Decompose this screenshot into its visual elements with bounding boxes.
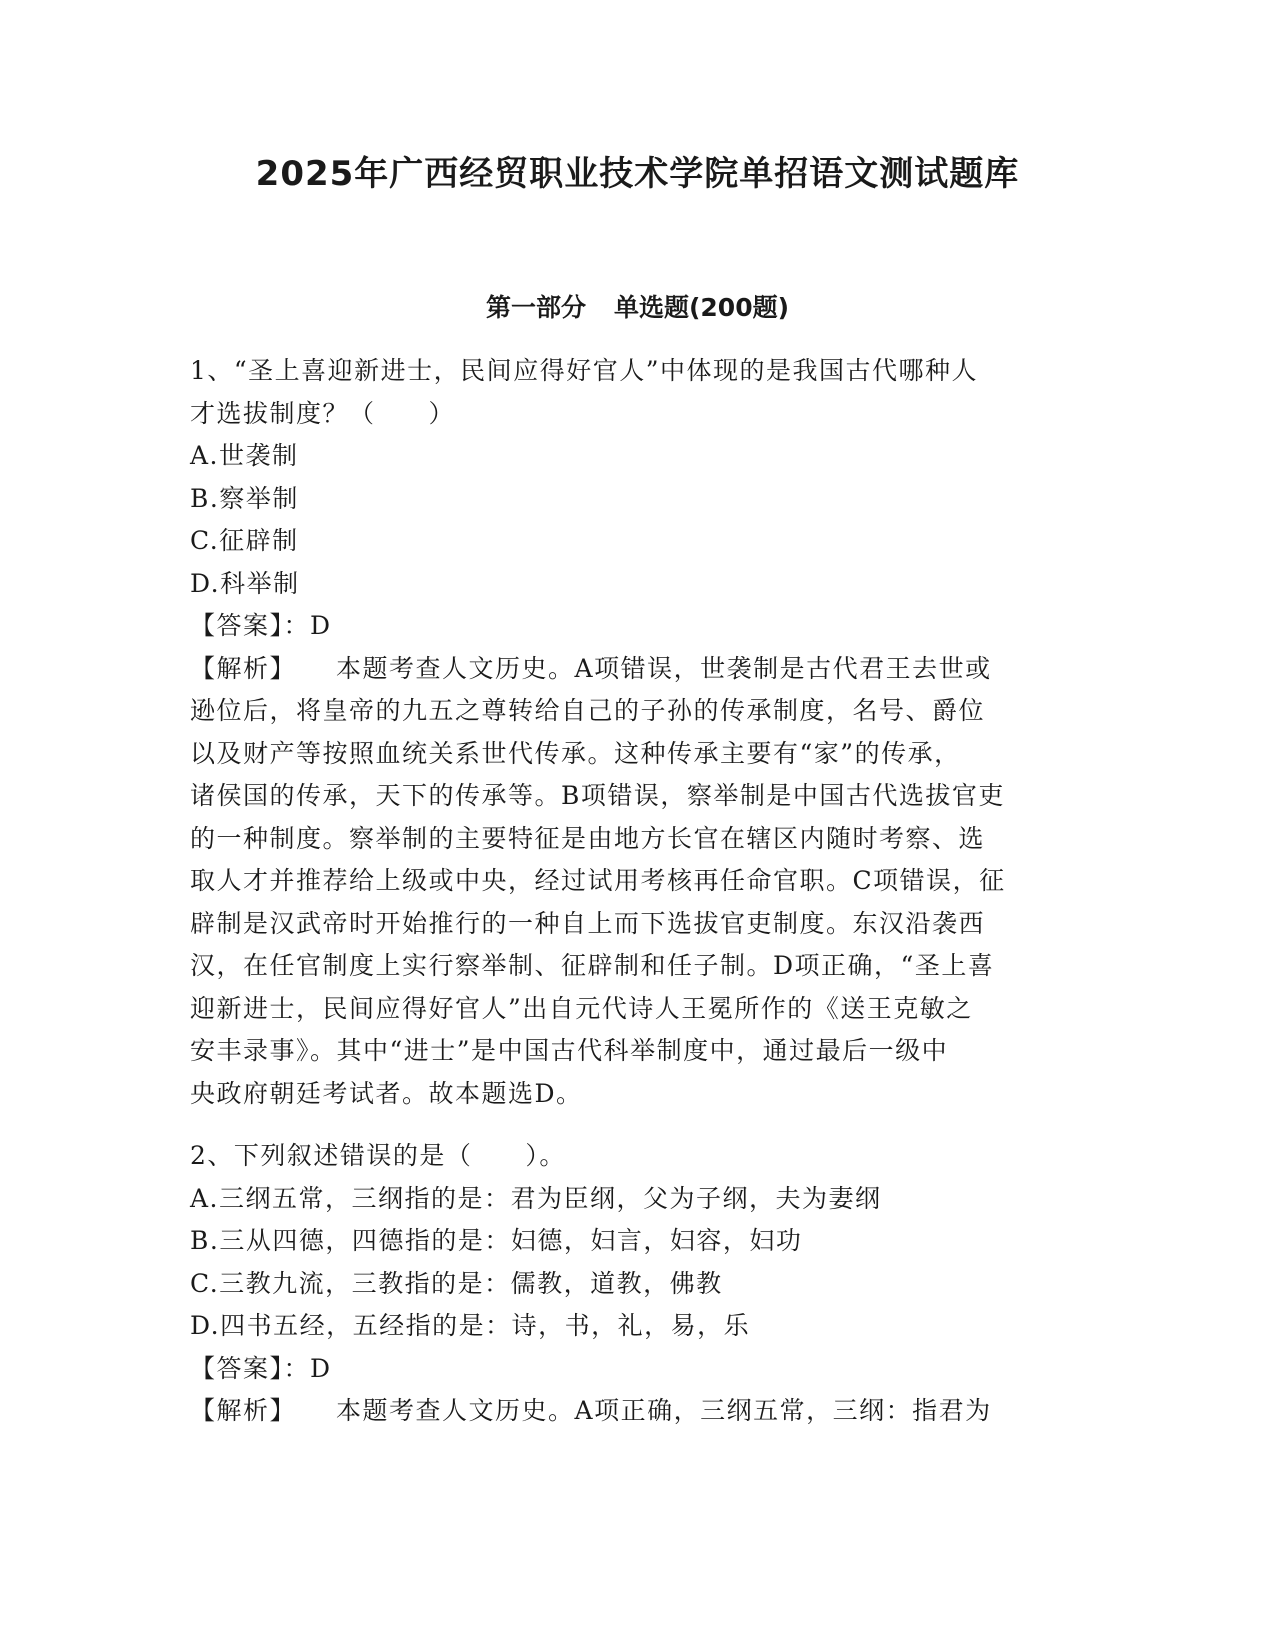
option-b: B.察举制 xyxy=(190,483,299,513)
analysis-text: 逊位后，将皇帝的九五之尊转给自己的子孙的传承制度，名号、爵位 xyxy=(190,696,986,725)
question-1 xyxy=(190,350,1085,1115)
analysis-text: 诸侯国的传承，天下的传承等。B项错误，察举制是中国古代选拔官吏 xyxy=(190,781,1005,810)
answer-value: ：D xyxy=(283,611,332,640)
option-c: C.三教九流，三教指的是：儒教，道教，佛教 xyxy=(190,1268,723,1298)
option-b: B.三从四德，四德指的是：妇德，妇言，妇容，妇功 xyxy=(190,1226,803,1255)
option-a: A.世袭制 xyxy=(190,441,299,470)
question-2 xyxy=(190,1135,1085,1433)
analysis-label: 【解析】 xyxy=(190,653,297,683)
option-a: A.三纲五常，三纲指的是：君为臣纲，父为子纲，夫为妻纲 xyxy=(190,1183,882,1213)
question-stem-line: 1、“圣上喜迎新进士，民间应得好官人”中体现的是我国古代哪种人 xyxy=(190,356,978,385)
question-stem-line: 才选拔制度？（ ） xyxy=(190,398,456,428)
answer-label: 【答案】 xyxy=(190,611,284,640)
analysis-text: 本题考查人文历史。A项正确，三纲五常，三纲：指君为 xyxy=(336,1396,992,1425)
analysis-text: 迎新进士，民间应得好官人”出自元代诗人王冕所作的《送王克敏之 xyxy=(190,993,973,1023)
answer-label: 【答案】 xyxy=(190,1353,284,1383)
option-d: D.科举制 xyxy=(190,568,300,598)
question-stem-line: 2、下列叙述错误的是（ ）。 xyxy=(190,1141,566,1170)
option-d: D.四书五经，五经指的是：诗，书，礼，易，乐 xyxy=(190,1311,751,1340)
section-name: 单选题(200题) xyxy=(613,293,790,322)
analysis-text: 取人才并推荐给上级或中央，经过试用考核再任命官职。C项错误，征 xyxy=(190,866,1006,895)
analysis-label: 【解析】 xyxy=(190,1396,297,1425)
analysis-text: 央政府朝廷考试者。故本题选D。 xyxy=(190,1078,583,1108)
answer-line xyxy=(190,605,1085,648)
analysis-text: 汉，在任官制度上实行察举制、征辟制和任子制。D项正确，“圣上喜 xyxy=(190,951,995,980)
section-part: 第一部分 xyxy=(485,293,586,322)
analysis-text: 辟制是汉武帝时开始推行的一种自上而下选拔官吏制度。东汉沿袭西 xyxy=(190,908,986,938)
analysis-text: 以及财产等按照血统关系世代传承。这种传承主要有“家”的传承， xyxy=(190,738,961,768)
answer-line xyxy=(190,1348,1085,1391)
analysis-line xyxy=(190,1390,1085,1433)
analysis-text: 的一种制度。察举制的主要特征是由地方长官在辖区内随时考察、选 xyxy=(190,823,986,853)
question-list xyxy=(190,350,1085,1433)
analysis-text: 安丰录事》。其中“进士”是中国古代科举制度中，通过最后一级中 xyxy=(190,1036,949,1065)
option-c: C.征辟制 xyxy=(190,526,299,555)
document-title: 2025年广西经贸职业技术学院单招语文测试题库 xyxy=(255,154,1020,194)
analysis-text: 本题考查人文历史。A项错误，世袭制是古代君王去世或 xyxy=(336,653,992,683)
analysis-line xyxy=(190,648,1085,691)
section-heading xyxy=(0,290,1275,326)
answer-value: ：D xyxy=(283,1353,332,1383)
